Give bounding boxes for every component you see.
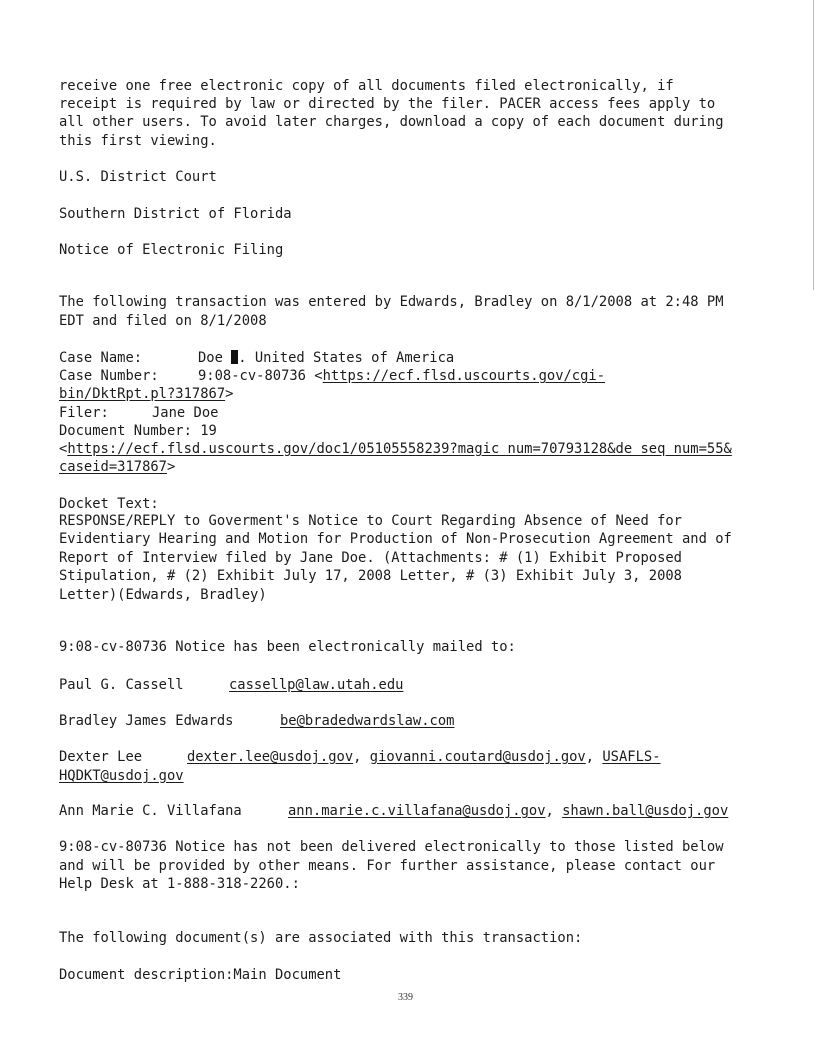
filer-label: Filer:: [59, 405, 109, 421]
recipient-emails: [187, 748, 661, 766]
case-number-link-cont: [59, 385, 233, 403]
recipient-name: Paul G. Cassell: [59, 677, 184, 693]
document-link[interactable]: caseid=317867: [59, 459, 167, 475]
case-number-value: [198, 367, 605, 385]
mailed-heading: 9:08-cv-80736 Notice has been electronically mailed to:: [59, 639, 516, 655]
document-link-line: [59, 440, 732, 458]
document-link-line: [59, 458, 175, 476]
docket-text-line: Stipulation, # (2) Exhibit July 17, 2008 Letter, # (3) Exhibit July 3, 2008: [59, 568, 682, 584]
document-description: Document description:Main Document: [59, 967, 342, 983]
page-edge-line: [813, 0, 814, 290]
case-number: 9:08-cv-80736 <: [198, 368, 323, 384]
intro-line: all other users. To avoid later charges, download a copy of each document during: [59, 114, 724, 130]
recipient-email-link[interactable]: dexter.lee@usdoj.gov: [187, 749, 354, 765]
case-name-label: Case Name:: [59, 350, 143, 366]
docket-report-link[interactable]: bin/DktRpt.pl?317867: [59, 386, 226, 402]
docket-report-link[interactable]: https://ecf.flsd.uscourts.gov/cgi-: [322, 368, 606, 384]
not-delivered-line: and will be provided by other means. For further assistance, please contact our: [59, 858, 716, 874]
recipient-email-link[interactable]: be@bradedwardslaw.com: [280, 713, 455, 729]
recipient-name: Bradley James Edwards: [59, 713, 234, 729]
intro-line: receive one free electronic copy of all documents filed electronically, if: [59, 78, 674, 94]
intro-line: this first viewing.: [59, 133, 217, 149]
notice-title: Notice of Electronic Filing: [59, 242, 284, 258]
recipient-name: Ann Marie C. Villafana: [59, 803, 242, 819]
docket-text-line: Letter)(Edwards, Bradley): [59, 587, 267, 603]
document-number: Document Number: 19: [59, 423, 217, 439]
docket-text-label: Docket Text:: [59, 496, 159, 512]
page-number: 339: [398, 992, 413, 1003]
document-link[interactable]: https://ecf.flsd.uscourts.gov/doc1/05105558239?magic num=70793128&de seq num=55&: [67, 441, 732, 457]
separator: ,: [545, 803, 563, 819]
recipient-name: Dexter Lee: [59, 749, 143, 765]
case-name-value: [198, 349, 454, 367]
separator: ,: [353, 749, 370, 765]
docket-text-line: Evidentiary Hearing and Motion for Production of Non-Prosecution Agreement and of: [59, 531, 732, 547]
not-delivered-line: 9:08-cv-80736 Notice has not been delivered electronically to those listed below: [59, 839, 724, 855]
recipient-email-link[interactable]: shawn.ball@usdoj.gov: [562, 803, 729, 819]
bracket: >: [225, 386, 234, 402]
documents-heading: The following document(s) are associated with this transaction:: [59, 930, 583, 946]
recipient-email-link[interactable]: giovanni.coutard@usdoj.gov: [369, 749, 586, 765]
district-name: Southern District of Florida: [59, 206, 292, 222]
filer-value: Jane Doe: [152, 405, 219, 421]
intro-line: receipt is required by law or directed by the filer. PACER access fees apply to: [59, 96, 716, 112]
bracket: >: [166, 459, 176, 475]
bracket: <: [59, 441, 68, 457]
recipient-email-link[interactable]: cassellp@law.utah.edu: [229, 677, 404, 693]
docket-text-line: Report of Interview filed by Jane Doe. (Attachments: # (1) Exhibit Proposed: [59, 550, 682, 566]
case-name-part: Doe: [198, 350, 232, 366]
recipient-email-link[interactable]: ann.marie.c.villafana@usdoj.gov: [288, 803, 546, 819]
not-delivered-line: Help Desk at 1-888-318-2260.:: [59, 876, 300, 892]
court-name: U.S. District Court: [59, 169, 217, 185]
case-number-label: Case Number:: [59, 368, 159, 384]
docket-text-line: RESPONSE/REPLY to Goverment's Notice to Court Regarding Absence of Need for: [59, 513, 682, 529]
transaction-line: The following transaction was entered by Edwards, Bradley on 8/1/2008 at 2:48 PM: [59, 294, 724, 310]
transaction-line: EDT and filed on 8/1/2008: [59, 313, 267, 329]
recipient-email-link[interactable]: HQDKT@usdoj.gov: [59, 768, 184, 784]
recipient-email-link[interactable]: USAFLS-: [602, 749, 661, 765]
separator: ,: [585, 749, 603, 765]
case-name-part: . United States of America: [238, 350, 455, 366]
recipient-emails: [288, 802, 728, 820]
